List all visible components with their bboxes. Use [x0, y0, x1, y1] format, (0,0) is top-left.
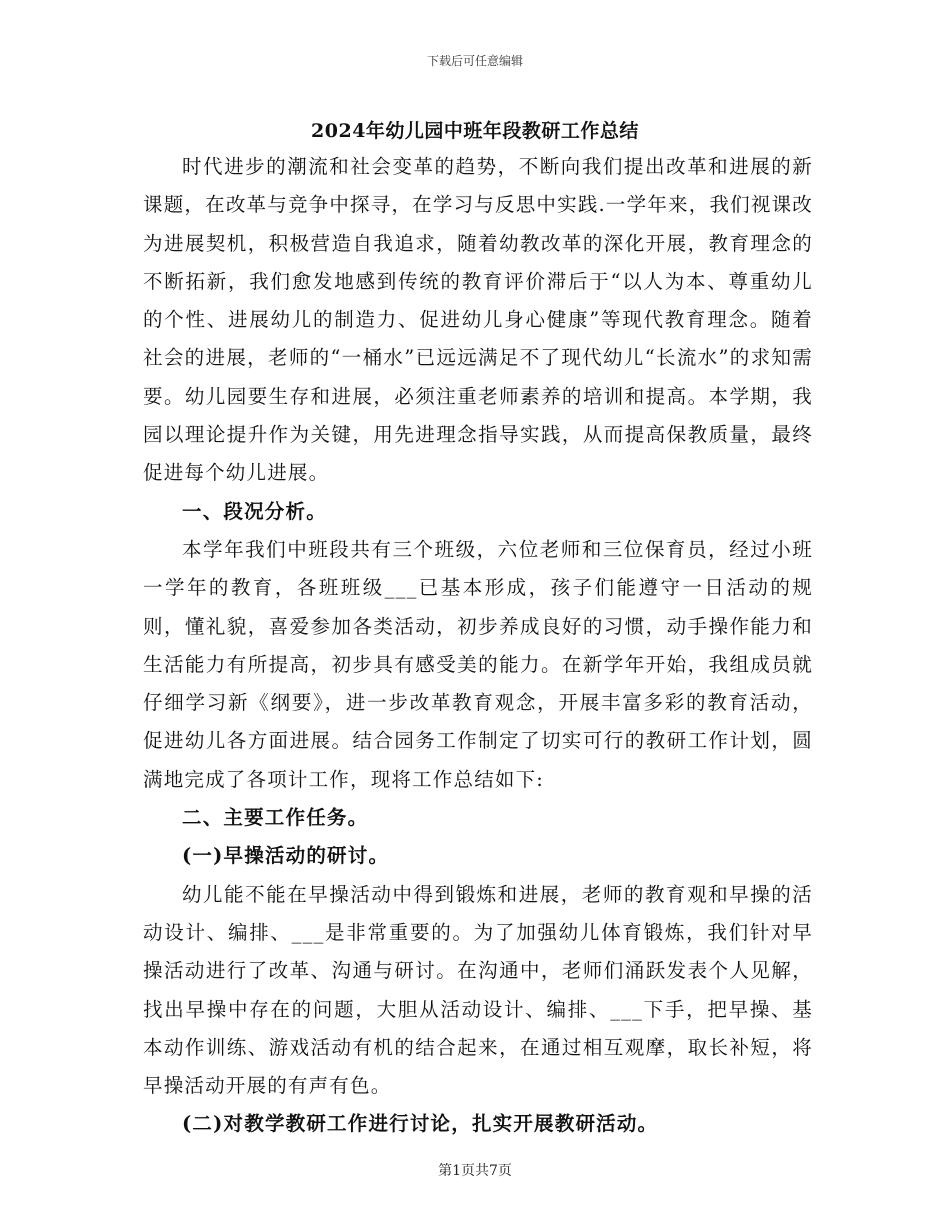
- document-body: [143, 148, 813, 1144]
- paragraph-morning-exercise: 幼儿能不能在早操活动中得到锻炼和进展，老师的教育观和早操的活动设计、编排、___是非常重要的。为了加强幼儿体育锻炼，我们针对早操活动进行了改革、沟通与研讨。在沟通中，老师们涌跃发表个人见解，找出早操中存在的问题，大胆从活动设计、编排、___下手，把早操、基本动作训练、游戏活动有机的结合起来，在通过相互观摩，取长补短，将早操活动开展的有声有色。: [143, 882, 813, 1098]
- subsection-heading-morning-exercise: (一)早操活动的研讨。: [182, 844, 390, 868]
- section-heading-tasks: 二、主要工作任务。: [182, 806, 369, 830]
- subsection-heading-teaching-research: (二)对教学教研工作进行讨论，扎实开展教研活动。: [182, 1112, 659, 1136]
- header-note: 下载后可任意编辑: [426, 54, 523, 68]
- document-title: 2024年幼儿园中班年段教研工作总结: [311, 120, 639, 142]
- paragraph-situation: 本学年我们中班段共有三个班级，六位老师和三位保育员，经过小班一学年的教育，各班班级___已基本形成，孩子们能遵守一日活动的规则，懂礼貌，喜爱参加各类活动，初步养成良好的习惯，动手操作能力和生活能力有所提高，初步具有感受美的能力。在新学年开始，我组成员就仔细学习新《纲要》，进一步改革教育观念，开展丰富多彩的教育活动，促进幼儿各方面进展。结合园务工作制定了切实可行的教研工作计划，圆满地完成了各项计工作，现将工作总结如下:: [143, 537, 813, 791]
- section-heading-situation: 一、段况分析。: [182, 499, 327, 523]
- paragraph-intro: 时代进步的潮流和社会变革的趋势，不断向我们提出改革和进展的新课题，在改革与竞争中探寻，在学习与反思中实践.一学年来，我们视课改为进展契机，积极营造自我追求，随着幼教改革的深化开展，教育理念的不断拓新，我们愈发地感到传统的教育评价滞后于“以人为本、尊重幼儿的个性、进展幼儿的制造力、促进幼儿身心健康”等现代教育理念。随着社会的进展，老师的“一桶水”已远远满足不了现代幼儿“长流水”的求知需要。幼儿园要生存和进展，必须注重老师素养的培训和提高。本学期，我园以理论提升作为关键，用先进理念指导实践，从而提高保教质量，最终促进每个幼儿进展。: [143, 155, 813, 485]
- page-footer: 第1页共7页: [438, 1163, 512, 1179]
